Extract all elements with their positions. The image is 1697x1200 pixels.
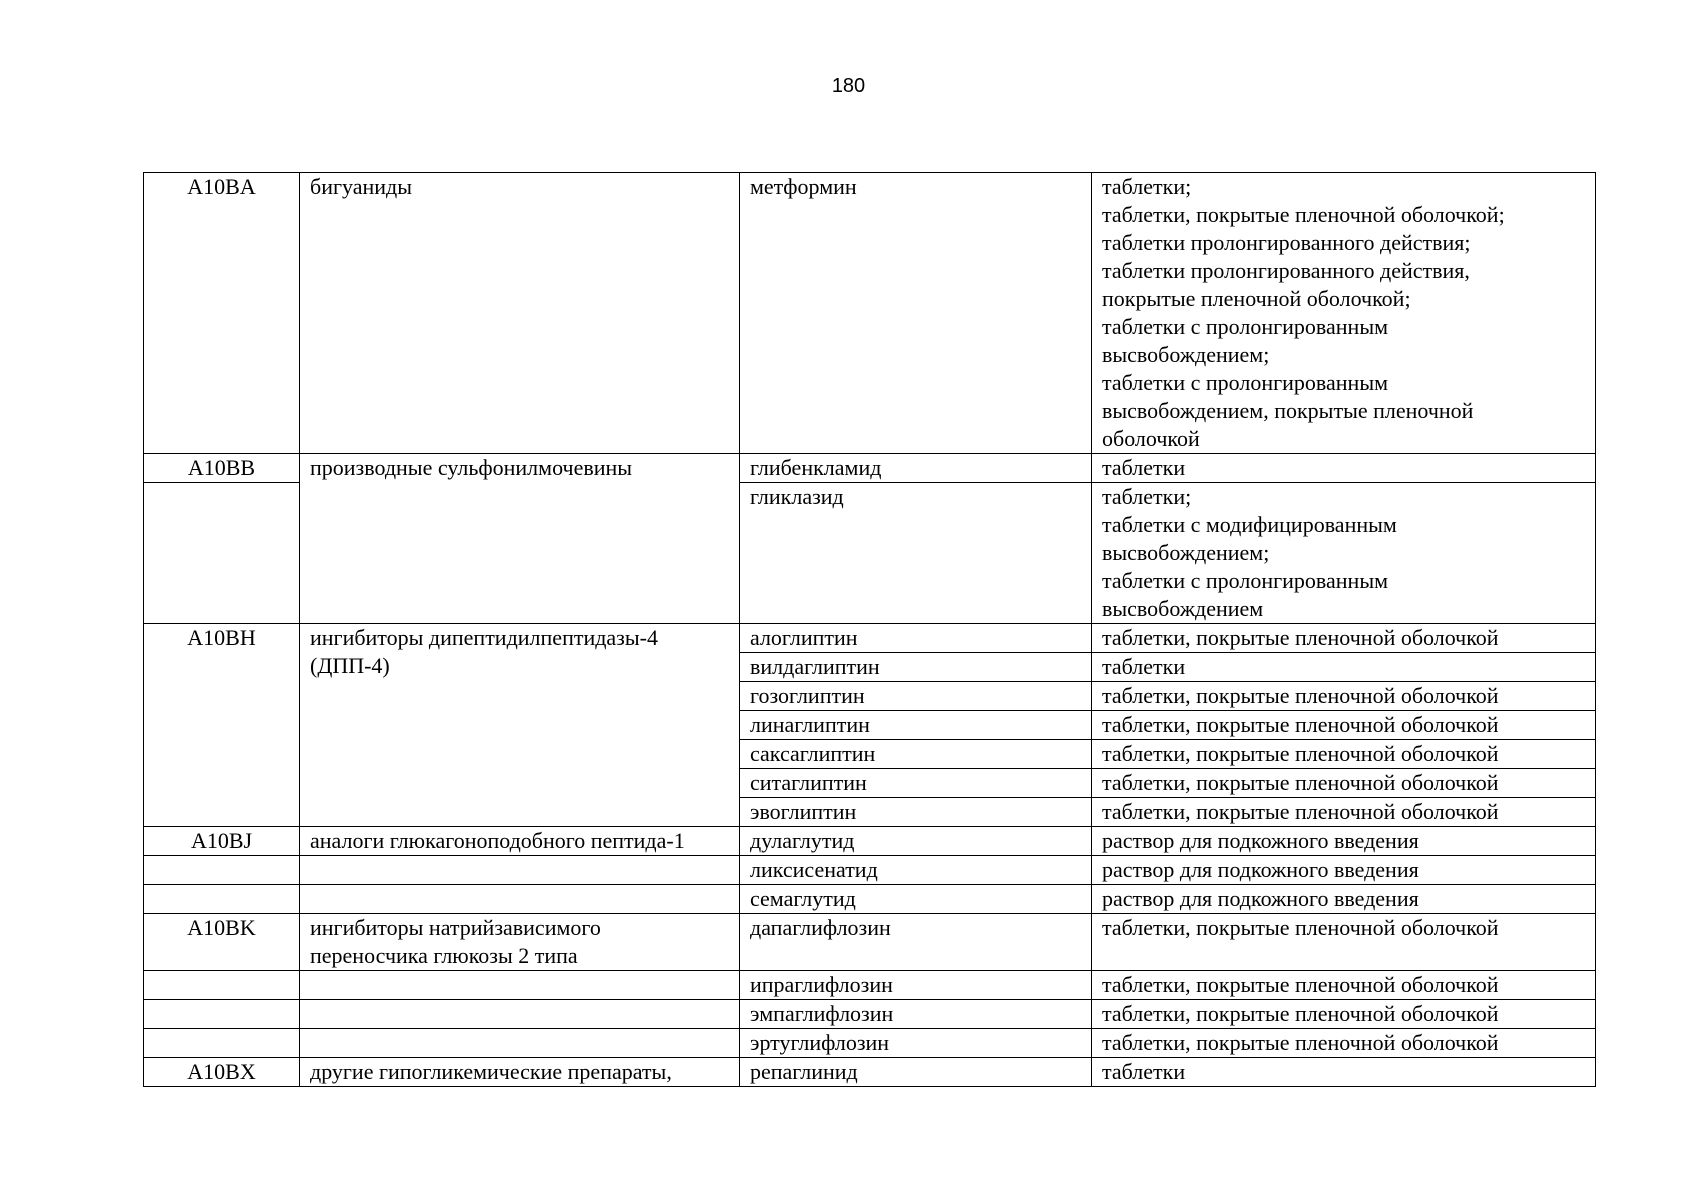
dosage-form-cell: таблетки (1092, 1058, 1596, 1087)
table-row (144, 1029, 1596, 1058)
group-cell: ингибиторы дипептидилпептидазы-4 (ДПП-4) (300, 624, 740, 827)
dosage-form-cell: таблетки, покрытые пленочной оболочкой (1092, 624, 1596, 653)
drug-cell: эртуглифлозин (740, 1029, 1092, 1058)
group-cell (300, 1029, 740, 1058)
drug-cell: эвоглиптин (740, 798, 1092, 827)
drug-cell: вилдаглиптин (740, 653, 1092, 682)
table-row (144, 173, 1596, 454)
dosage-form-cell: таблетки; таблетки, покрытые пленочной оболочкой; таблетки пролонгированного действия; таблетки пролонгированного действия, покрытые пленочной оболочкой; таблетки с пролонгированным высвобождением; таблетки с пролонгированным высвобождением, покрытые пленочной оболочкой (1092, 173, 1596, 454)
atc-code-cell (144, 885, 300, 914)
drug-cell: дулаглутид (740, 827, 1092, 856)
dosage-form-cell: таблетки, покрытые пленочной оболочкой (1092, 798, 1596, 827)
dosage-form-cell: таблетки (1092, 653, 1596, 682)
group-cell: ингибиторы натрийзависимого переносчика глюкозы 2 типа (300, 914, 740, 971)
dosage-form-cell: таблетки, покрытые пленочной оболочкой (1092, 740, 1596, 769)
dosage-form-cell: таблетки, покрытые пленочной оболочкой (1092, 682, 1596, 711)
drug-cell: дапаглифлозин (740, 914, 1092, 971)
drug-cell: линаглиптин (740, 711, 1092, 740)
drug-cell: метформин (740, 173, 1092, 454)
drug-cell: эмпаглифлозин (740, 1000, 1092, 1029)
drug-table (143, 172, 1596, 1087)
drug-cell: глибенкламид (740, 454, 1092, 483)
drug-cell: алоглиптин (740, 624, 1092, 653)
drug-cell: репаглинид (740, 1058, 1092, 1087)
dosage-form-cell: раствор для подкожного введения (1092, 885, 1596, 914)
dosage-form-cell: раствор для подкожного введения (1092, 856, 1596, 885)
group-cell (300, 856, 740, 885)
table-row (144, 885, 1596, 914)
atc-code-cell (144, 856, 300, 885)
table-row (144, 624, 1596, 653)
table-row (144, 914, 1596, 971)
atc-code-cell (144, 483, 300, 624)
atc-code-cell: A10BB (144, 454, 300, 483)
drug-cell: семаглутид (740, 885, 1092, 914)
dosage-form-cell: таблетки, покрытые пленочной оболочкой (1092, 1000, 1596, 1029)
drug-cell: ипраглифлозин (740, 971, 1092, 1000)
page-number: 180 (831, 75, 866, 97)
atc-code-cell: A10BA (144, 173, 300, 454)
table-row (144, 1000, 1596, 1029)
group-cell: другие гипогликемические препараты, (300, 1058, 740, 1087)
group-cell (300, 1000, 740, 1029)
atc-code-cell: A10BX (144, 1058, 300, 1087)
drug-cell: саксаглиптин (740, 740, 1092, 769)
dosage-form-cell: таблетки, покрытые пленочной оболочкой (1092, 769, 1596, 798)
dosage-form-cell: таблетки (1092, 454, 1596, 483)
group-cell: аналоги глюкагоноподобного пептида-1 (300, 827, 740, 856)
table-row (144, 1058, 1596, 1087)
group-cell: бигуаниды (300, 173, 740, 454)
table-row (144, 454, 1596, 483)
dosage-form-cell: раствор для подкожного введения (1092, 827, 1596, 856)
dosage-form-cell: таблетки, покрытые пленочной оболочкой (1092, 711, 1596, 740)
table-row (144, 856, 1596, 885)
group-cell: производные сульфонилмочевины (300, 454, 740, 624)
dosage-form-cell: таблетки; таблетки с модифицированным высвобождением; таблетки с пролонгированным высвобождением (1092, 483, 1596, 624)
atc-code-cell (144, 1000, 300, 1029)
table-row (144, 971, 1596, 1000)
atc-code-cell: A10BK (144, 914, 300, 971)
group-cell (300, 971, 740, 1000)
dosage-form-cell: таблетки, покрытые пленочной оболочкой (1092, 1029, 1596, 1058)
table-row (144, 827, 1596, 856)
drug-cell: ликсисенатид (740, 856, 1092, 885)
drug-cell: ситаглиптин (740, 769, 1092, 798)
atc-code-cell: A10BH (144, 624, 300, 827)
atc-code-cell (144, 971, 300, 1000)
dosage-form-cell: таблетки, покрытые пленочной оболочкой (1092, 914, 1596, 971)
group-cell (300, 885, 740, 914)
atc-code-cell: A10BJ (144, 827, 300, 856)
drug-cell: гликлазид (740, 483, 1092, 624)
drug-cell: гозоглиптин (740, 682, 1092, 711)
atc-code-cell (144, 1029, 300, 1058)
dosage-form-cell: таблетки, покрытые пленочной оболочкой (1092, 971, 1596, 1000)
